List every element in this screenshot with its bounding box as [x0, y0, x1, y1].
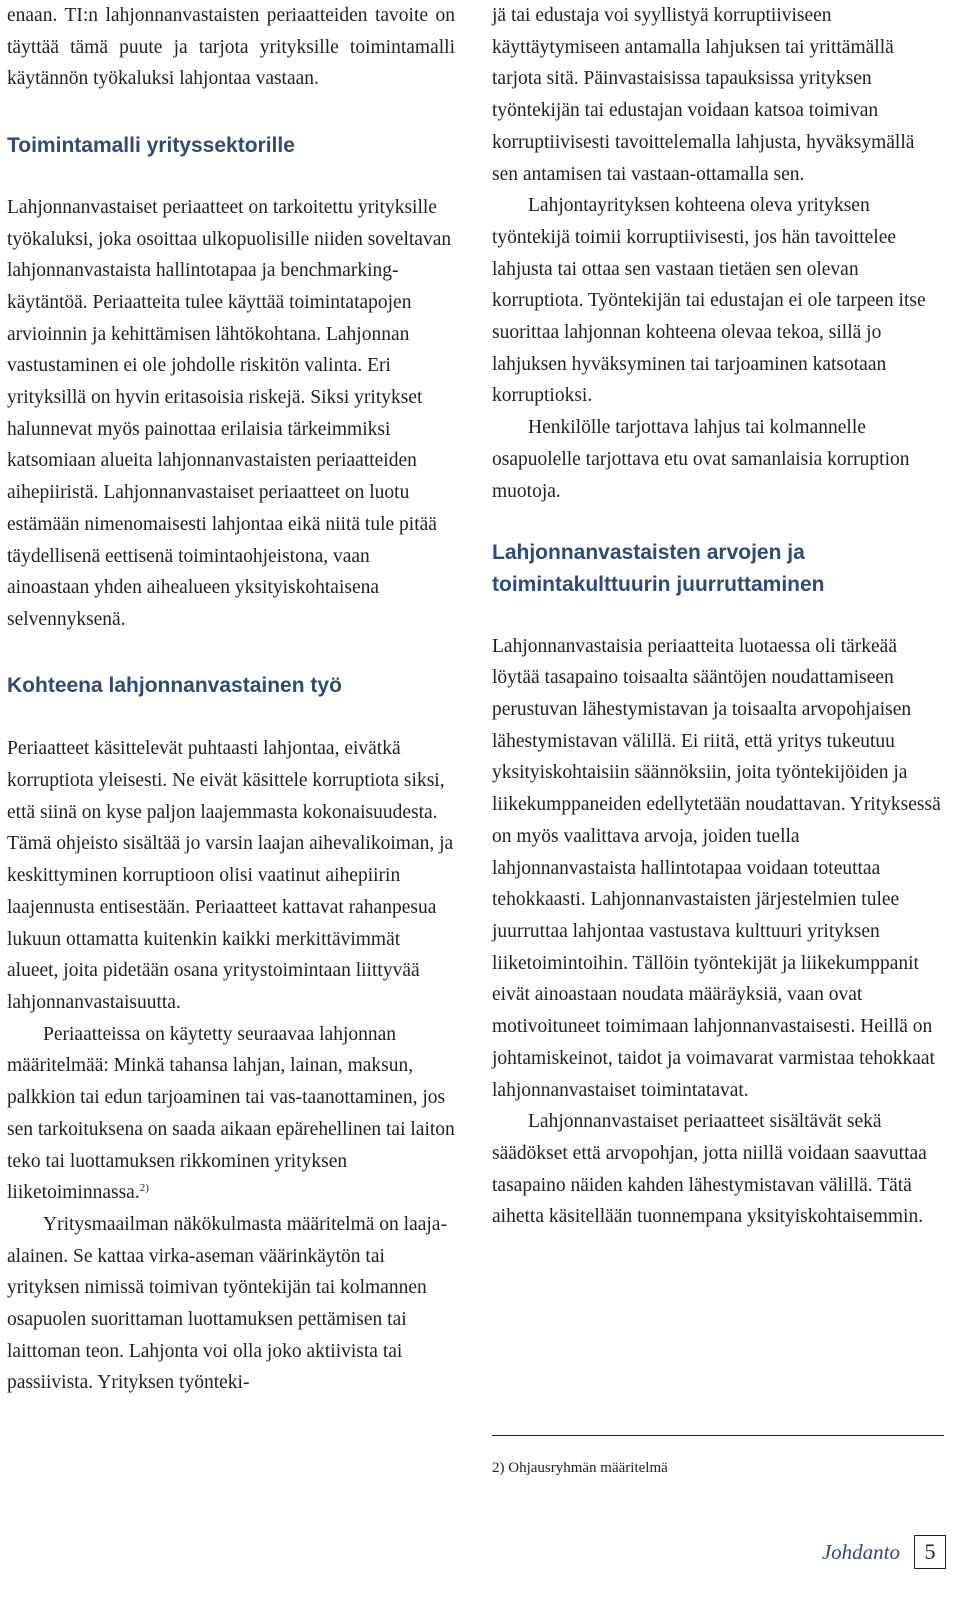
right-column: [492, 0, 944, 1233]
page-footer: [822, 1535, 946, 1569]
footnote-divider: [492, 1435, 944, 1436]
paragraph-kohteena-2: [7, 1019, 455, 1209]
paragraph-continued: jä tai edustaja voi syyllistyä korruptiiviseen käyttäytymiseen antamalla lahjuksen tai yrittämällä tarjota sitä. Päinvastaisissa tapauksissa yrityksen työntekijän tai edustajan voidaan katsoa toimivan korruptiivisesti tavoittelemalla lahjusta, hyväksymällä sen antamisen tai vastaan-ottamalla sen.: [492, 5, 915, 185]
page-number: 5: [914, 1535, 946, 1569]
intro-paragraph: enaan. TI:n lahjonnanvastaisten periaatteiden tavoite on täyttää tämä puute ja tarjota yrityksille toimintamalli käytännön työkaluksi lahjontaa vastaan.: [7, 5, 455, 90]
footnote: 2) Ohjausryhmän määritelmä: [492, 1460, 668, 1476]
paragraph-kohteena-3: Yritysmaailman näkökulmasta määritelmä on laaja-alainen. Se kattaa virka-aseman väärinkäytön tai yrityksen nimissä toimivan työntekijän tai kolmannen osapuolen suorittaman luottamuksen pettämisen tai laittoman teon. Lahjonta voi olla joko aktiivista tai passiivista. Yrityksen työnteki-: [7, 1213, 447, 1394]
heading-kohteena: Kohteena lahjonnanvastainen työ: [7, 673, 342, 697]
paragraph-kohteena-1: Periaatteet käsittelevät puhtaasti lahjontaa, eivätkä korruptiota yleisesti. Ne eivät käsittele korruptiota siksi, että siinä on kyse paljon laajemmasta kokonaisuudesta. Tämä ohjeisto sisältää jo varsin laajan aihevalikoiman, ja keskittyminen korruptioon olisi vaatinut aihepiirin laajennusta entisestään. Periaatteet kattavat rahanpesua lukuun ottamatta kuitenkin kaikki merkittävimmät alueet, joita pidetään osana yritystoimintaan liittyvää lahjonnanvastaisuutta.: [7, 738, 454, 1013]
footnote-marker: 2): [139, 1182, 149, 1195]
paragraph-lahjontayritys: Lahjontayrityksen kohteena oleva yrityksen työntekijä toimii korruptiivisesti, jos hän tavoittelee lahjusta tai ottaa sen vastaan tietäen sen olevan korruptiota. Työntekijän tai edustajan ei ole tarpeen itse suorittaa lahjonnan kohteena olevaa tekoa, sillä jo lahjuksen hyväksyminen tai tarjoaminen katsotaan korruptioksi.: [492, 195, 926, 407]
definition-text: Periaatteissa on käytetty seuraavaa lahjonnan määritelmää: Minkä tahansa lahjan, lainan, maksun, palkkion tai edun tarjoaminen tai vas-taanottaminen, jos sen tarkoituksena on saada aikaan epärehellinen tai laiton teko tai luottamuksen rikkominen yrityksen liiketoiminnassa.: [7, 1023, 455, 1204]
paragraph-arvot-2: Lahjonnanvastaiset periaatteet sisältävät sekä säädökset että arvopohjan, jotta niillä voidaan saavuttaa tasapaino näiden kahden lähestymistavan välillä. Tätä aihetta käsitellään tuonnempana yksityiskohtaisemmin.: [492, 1111, 927, 1228]
heading-arvot: Lahjonnanvastaisten arvojen ja toimintakulttuurin juurruttaminen: [492, 541, 825, 596]
paragraph-henkilolle: Henkilölle tarjottava lahjus tai kolmannelle osapuolelle tarjottava etu ovat samanlaisia korruption muotoja.: [492, 417, 910, 502]
footer-section-name: Johdanto: [821, 1539, 900, 1564]
heading-toimintamalli: Toimintamalli yrityssektorille: [7, 134, 295, 158]
left-column: [7, 0, 455, 1399]
paragraph-arvot-1: Lahjonnanvastaisia periaatteita luotaessa oli tärkeää löytää tasapaino toisaalta sääntöjen noudattamiseen perustuvan lähestymistavan ja toisaalta arvopohjaisen lähestymistavan välillä. Ei riitä, että yritys tukeutuu yksityiskohtaisiin säännöksiin, joita työntekijöiden ja liikekumppaneiden edellytetään noudattavan. Yrityksessä on myös vaalittava arvoja, joiden tuella lahjonnanvastaista hallintotapaa voidaan toteuttaa tehokkaasti. Lahjonnanvastaisten järjestelmien tulee juurruttaa lahjontaa vastustava kulttuuri yrityksen liiketoimintoihin. Tällöin työntekijät ja liikekumppanit eivät ainoastaan noudata määräyksiä, vaan ovat motivoituneet toimimaan lahjonnanvastaisesti. Heillä on johtamiskeinot, taidot ja voimavarat varmistaa tehokkaat lahjonnanvastaiset toimintatavat.: [492, 635, 941, 1101]
paragraph-toimintamalli: Lahjonnanvastaiset periaatteet on tarkoitettu yrityksille työkaluksi, joka osoittaa ulkopuolisille niiden soveltavan lahjonnanvastaista hallintotapaa ja benchmarking-käytäntöä. Periaatteita tulee käyttää toimintatapojen arvioinnin ja kehittämisen lähtökohtana. Lahjonnan vastustaminen ei ole johdolle riskitön valinta. Eri yrityksillä on hyvin eritasoisia riskejä. Siksi yritykset halunnevat myös painottaa erilaisia tärkeimmiksi katsomiaan alueita lahjonnanvastaisten periaatteiden aihepiiristä. Lahjonnanvastaiset periaatteet on luotu estämään nimenomaisesti lahjontaa eikä niitä tule pitää täydellisenä eettisenä toimintaohjeistona, vaan ainoastaan yhden aihealueen yksityiskohtaisena selvennyksenä.: [7, 196, 452, 630]
